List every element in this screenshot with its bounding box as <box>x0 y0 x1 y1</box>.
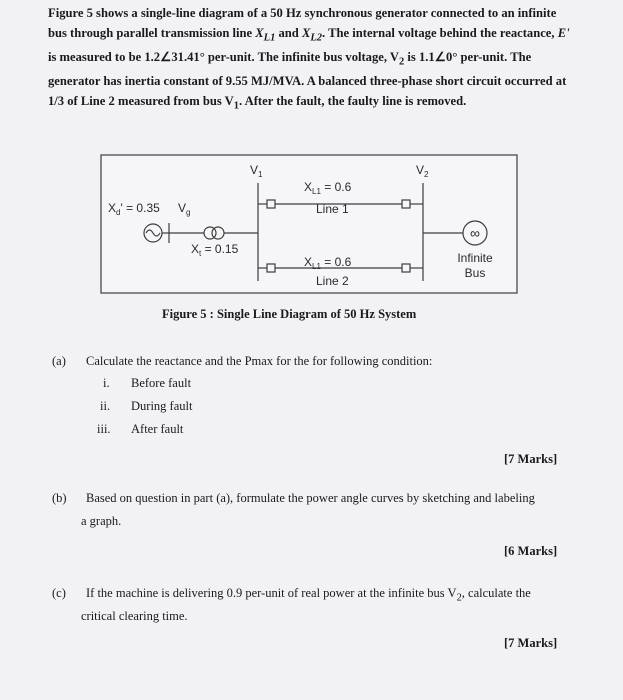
question-a-item-1-num: i. <box>103 376 110 390</box>
diagram-frame <box>101 155 517 293</box>
line2-left-breaker <box>267 264 275 272</box>
question-a-text: Calculate the reactance and the Pmax for the for following condition: <box>86 354 433 368</box>
diagram-svg <box>100 154 518 294</box>
line2-name: Line 2 <box>316 274 349 288</box>
bus-v2-label: $V_2$ <box>416 163 429 179</box>
question-a <box>52 354 572 372</box>
question-c-text-2: critical clearing time. <box>81 609 188 623</box>
question-b <box>52 491 582 509</box>
question-a-item-2-num: ii. <box>100 399 111 413</box>
problem-statement: Figure 5 shows a single-line diagram of a 50 Hz synchronous generator connected to an infinite bus through parallel transmission line $X_{L1}$ and $X_{L2}$. The internal voltage behind the reactance, E' is measured to be 1.2∠31.41° per-unit. The infinite bus voltage, $V_2$ is 1.1∠0° per-unit. The generator has inertia constant of 9.55 MJ/MVA. A balanced three-phase short circuit occurred at 1/3 of Line 2 measured from bus $V_1$. After the fault, the faulty line is removed. <box>48 6 570 112</box>
single-line-diagram <box>100 154 518 294</box>
question-b-text: Based on question in part (a), formulate the power angle curves by sketching and labeling <box>86 491 535 505</box>
xt-label: $X_t = 0.15$ <box>191 242 239 258</box>
line1-name: Line 1 <box>316 202 349 216</box>
question-c <box>52 586 582 604</box>
infinite-bus-label: Infinite <box>457 251 493 265</box>
line2-right-breaker <box>402 264 410 272</box>
question-a-item-3-num: iii. <box>97 422 111 436</box>
question-a-marks: [7 Marks] <box>504 452 558 466</box>
question-a-item-2: During fault <box>131 399 193 413</box>
vg-label: $V_g$ <box>178 201 191 217</box>
question-c-text: If the machine is delivering 0.9 per-unit of real power at the infinite bus $V_2$, calculate the <box>86 586 531 604</box>
question-b-label: (b) <box>52 491 67 505</box>
line1-left-breaker <box>267 200 275 208</box>
infinite-bus-label-2: Bus <box>464 266 486 280</box>
transformer-secondary-coil <box>212 227 224 239</box>
infinity-icon: ∞ <box>470 225 480 241</box>
line1-reactance-label: $X_{L1} = 0.6$ <box>304 180 352 196</box>
question-b-text-2: a graph. <box>81 514 122 528</box>
question-a-label: (a) <box>52 354 66 368</box>
question-c-label: (c) <box>52 586 66 600</box>
bus-v1-label: $V_1$ <box>250 163 263 179</box>
question-a-item-3: After fault <box>131 422 184 436</box>
line2-reactance-label: $X_{L1} = 0.6$ <box>304 255 352 271</box>
line1-right-breaker <box>402 200 410 208</box>
question-a-item-1: Before fault <box>131 376 192 390</box>
question-c-marks: [7 Marks] <box>504 636 558 650</box>
generator-wave-icon <box>146 230 160 236</box>
figure-caption: Figure 5 : Single Line Diagram of 50 Hz System <box>162 307 417 321</box>
question-b-marks: [6 Marks] <box>504 544 558 558</box>
xd-label: $X_d' = 0.35$ <box>108 201 160 217</box>
